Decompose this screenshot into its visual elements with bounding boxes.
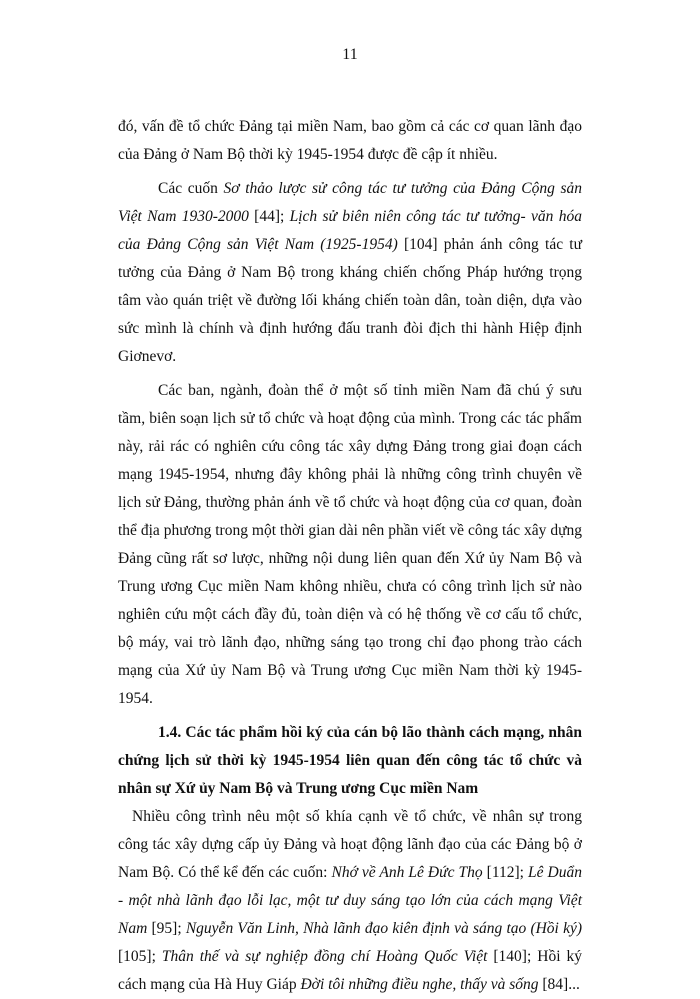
text-span: Nhiều công trình nêu một số khía cạnh về tổ chức, về nhân sự trong công tác xây dựng cấp ủy Đảng và hoạt động lãnh đạo của các Đảng bộ ở Nam Bộ. Có thể kể đến các cuốn: [118,808,582,881]
paragraph-2 [118,175,582,371]
text-span: [104] phản ánh công tác tư tưởng của Đảng ở Nam Bộ trong kháng chiến chống Pháp hướng trọng tâm vào quán triệt về đường lối kháng chiến toàn dân, toàn diện, dựa vào sức mình là chính và định hướng đấu tranh đòi địch thi hành Hiệp định Giơnevơ. [118,236,582,365]
book-title: Lịch sử biên niên công tác tư tưởng- văn hóa của Đảng Cộng sản Việt Nam (1925-1954) [118,208,582,253]
document-body [118,113,582,999]
text-span: Các cuốn [158,180,224,197]
text-span: [105]; [118,948,162,965]
book-title: Nhớ về Anh Lê Đức Thọ [331,864,483,881]
book-title: Nguyễn Văn Linh, Nhà lãnh đạo kiên định và sáng tạo (Hồi ký) [185,920,582,937]
book-title: Sơ thảo lược sử công tác tư tưởng của Đảng Cộng sản Việt Nam 1930-2000 [118,180,583,225]
book-title: Đời tôi những điều nghe, thấy và sống [300,976,539,993]
section-heading: 1.4. Các tác phẩm hồi ký của cán bộ lão thành cách mạng, nhân chứng lịch sử thời kỳ 1945-1954 liên quan đến công tác tổ chức và nhân sự Xứ ủy Nam Bộ và Trung ương Cục miền Nam [118,724,582,797]
text-span: [112]; [482,864,528,881]
paragraph-1: đó, vấn đề tổ chức Đảng tại miền Nam, bao gồm cả các cơ quan lãnh đạo của Đảng ở Nam Bộ thời kỳ 1945-1954 được đề cập ít nhiều. [118,118,582,163]
text-span: [44]; [248,208,290,225]
book-title: Thân thế và sự nghiệp đồng chí Hoàng Quốc Việt [161,948,488,965]
book-title: Lê Duẩn - một nhà lãnh đạo lỗi lạc, một tư duy sáng tạo lớn của cách mạng Việt Nam [118,864,582,937]
paragraph-4 [118,803,582,999]
text-span: [84]... [538,976,580,993]
paragraph-3: Các ban, ngành, đoàn thể ở một số tỉnh miền Nam đã chú ý sưu tầm, biên soạn lịch sử tổ chức và hoạt động của mình. Trong các tác phẩm này, rải rác có nghiên cứu công tác xây dựng Đảng trong giai đoạn cách mạng 1945-1954, nhưng đây không phải là những công trình chuyên về lịch sử Đảng, thường phản ánh về tổ chức và hoạt động của cơ quan, đoàn thể địa phương trong một thời gian dài nên phần viết về công tác xây dựng Đảng cũng rất sơ lược, những nội dung liên quan đến Xứ ủy Nam Bộ và Trung ương Cục miền Nam không nhiều, chưa có công trình lịch sử nào nghiên cứu một cách đầy đủ, toàn diện và có hệ thống về cơ cấu tổ chức, bộ máy, vai trò lãnh đạo, những sáng tạo trong chỉ đạo phong trào cách mạng của Xứ ủy Nam Bộ và Trung ương Cục miền Nam thời kỳ 1945-1954. [118,382,582,707]
text-span: [95]; [147,920,186,937]
text-span: [140]; Hồi ký cách mạng của Hà Huy Giáp [118,948,582,993]
page-number: 11 [342,46,358,63]
